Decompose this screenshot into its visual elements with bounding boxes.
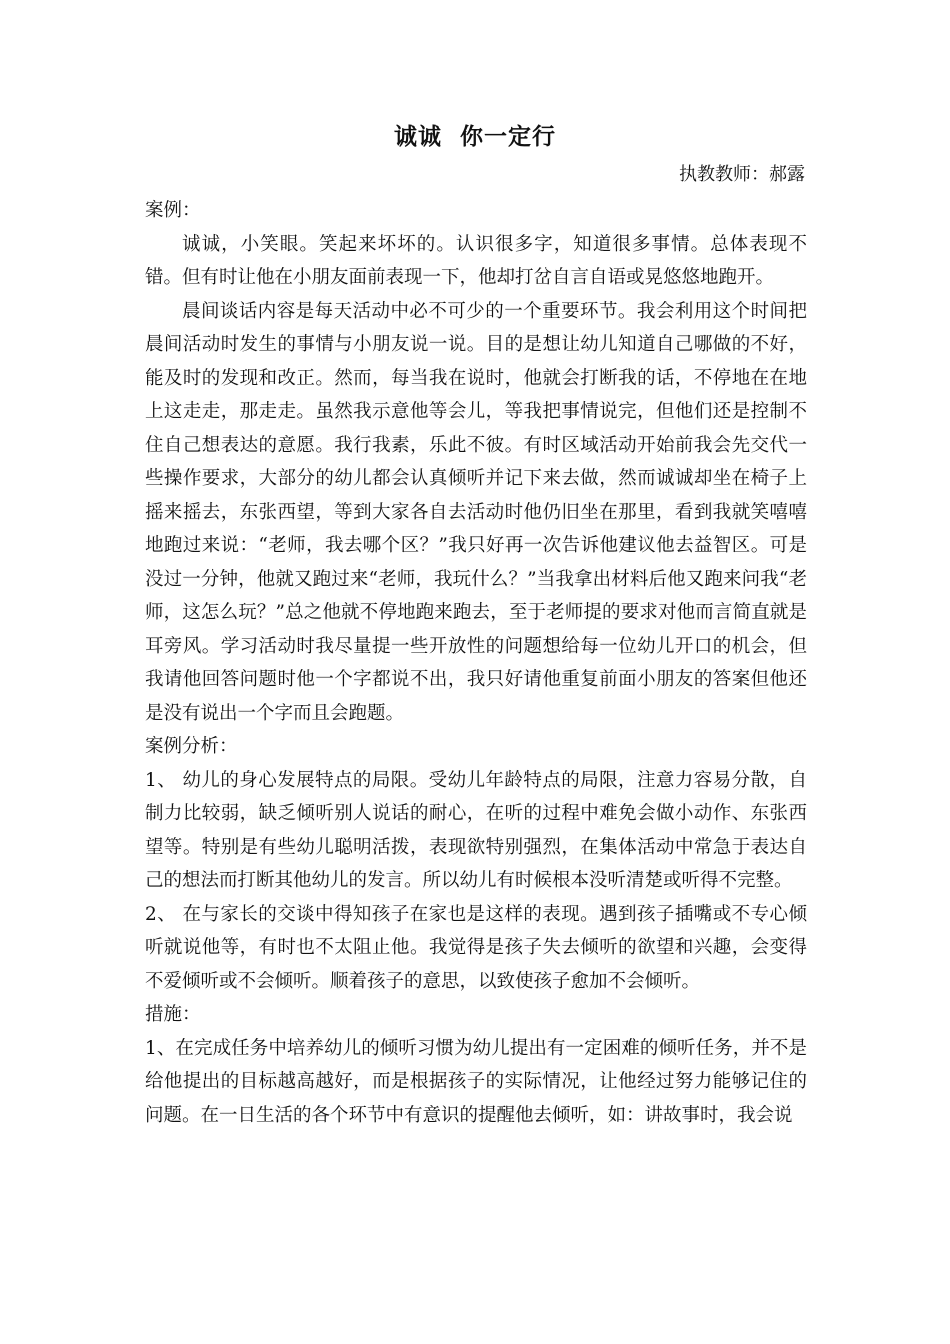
analysis-item: 1、 幼儿的身心发展特点的局限。受幼儿年龄特点的局限，注意力容易分散，自制力比较弱，缺乏倾听别人说话的耐心，在听的过程中难免会做小动作、东张西望等。特别是有些幼儿聪明活拨，表现欲特别强烈，在集体活动中常急于表达自己的想法而打断其他幼儿的发言。所以幼儿有时候根本没听清楚或听得不完整。 [145, 769, 807, 891]
case-paragraph: 诚诚，小笑眼。笑起来坏坏的。认识很多字，知道很多事情。总体表现不错。但有时让他在小朋友面前表现一下，他却打岔自言自语或晃悠悠地跑开。 [145, 233, 807, 288]
document-body [145, 194, 807, 1132]
case-paragraph: 晨间谈话内容是每天活动中必不可少的一个重要环节。我会利用这个时间把晨间活动时发生的事情与小朋友说一说。目的是想让幼儿知道自己哪做的不好，能及时的发现和改正。然而，每当我在说时，他就会打断我的话，不停地在在地上这走走，那走走。虽然我示意他等会儿，等我把事情说完，但他们还是控制不住自己想表达的意愿。我行我素，乐此不彼。有时区域活动开始前我会先交代一些操作要求，大部分的幼儿都会认真倾听并记下来去做，然而诚诚却坐在椅子上摇来摇去，东张西望，等到大家各自去活动时他仍旧坐在那里，看到我就笑嘻嘻地跑过来说：“老师，我去哪个区？”我只好再一次告诉他建议他去益智区。可是没过一分钟，他就又跑过来“老师，我玩什么？”当我拿出材料后他又跑来问我“老师，这怎么玩？”总之他就不停地跑来跑去，至于老师提的要求对他而言简直就是耳旁风。学习活动时我尽量提一些开放性的问题想给每一位幼儿开口的机会，但我请他回答问题时他一个字都说不出，我只好请他重复前面小朋友的答案但他还是没有说出一个字而且会跑题。 [145, 300, 807, 724]
measures-item: 1、在完成任务中培养幼儿的倾听习惯为幼儿提出有一定困难的倾听任务，并不是给他提出的目标越高越好，而是根据孩子的实际情况，让他经过努力能够记住的问题。在一日生活的各个环节中有意识的提醒他去倾听，如：讲故事时，我会说 [145, 1037, 807, 1126]
analysis-heading: 案例分析： [145, 736, 238, 757]
case-heading: 案例： [145, 200, 201, 221]
document-title: 诚诚 你一定行 [393, 123, 556, 150]
analysis-item: 2、 在与家长的交谈中得知孩子在家也是这样的表现。遇到孩子插嘴或不专心倾听就说他等，有时也不太阻止他。我觉得是孩子失去倾听的欲望和兴趣，会变得不爱倾听或不会倾听。顺着孩子的意思，以致使孩子愈加不会倾听。 [145, 903, 807, 992]
author-line: 执教教师：郝露 [679, 164, 805, 185]
measures-heading: 措施： [145, 1004, 201, 1025]
